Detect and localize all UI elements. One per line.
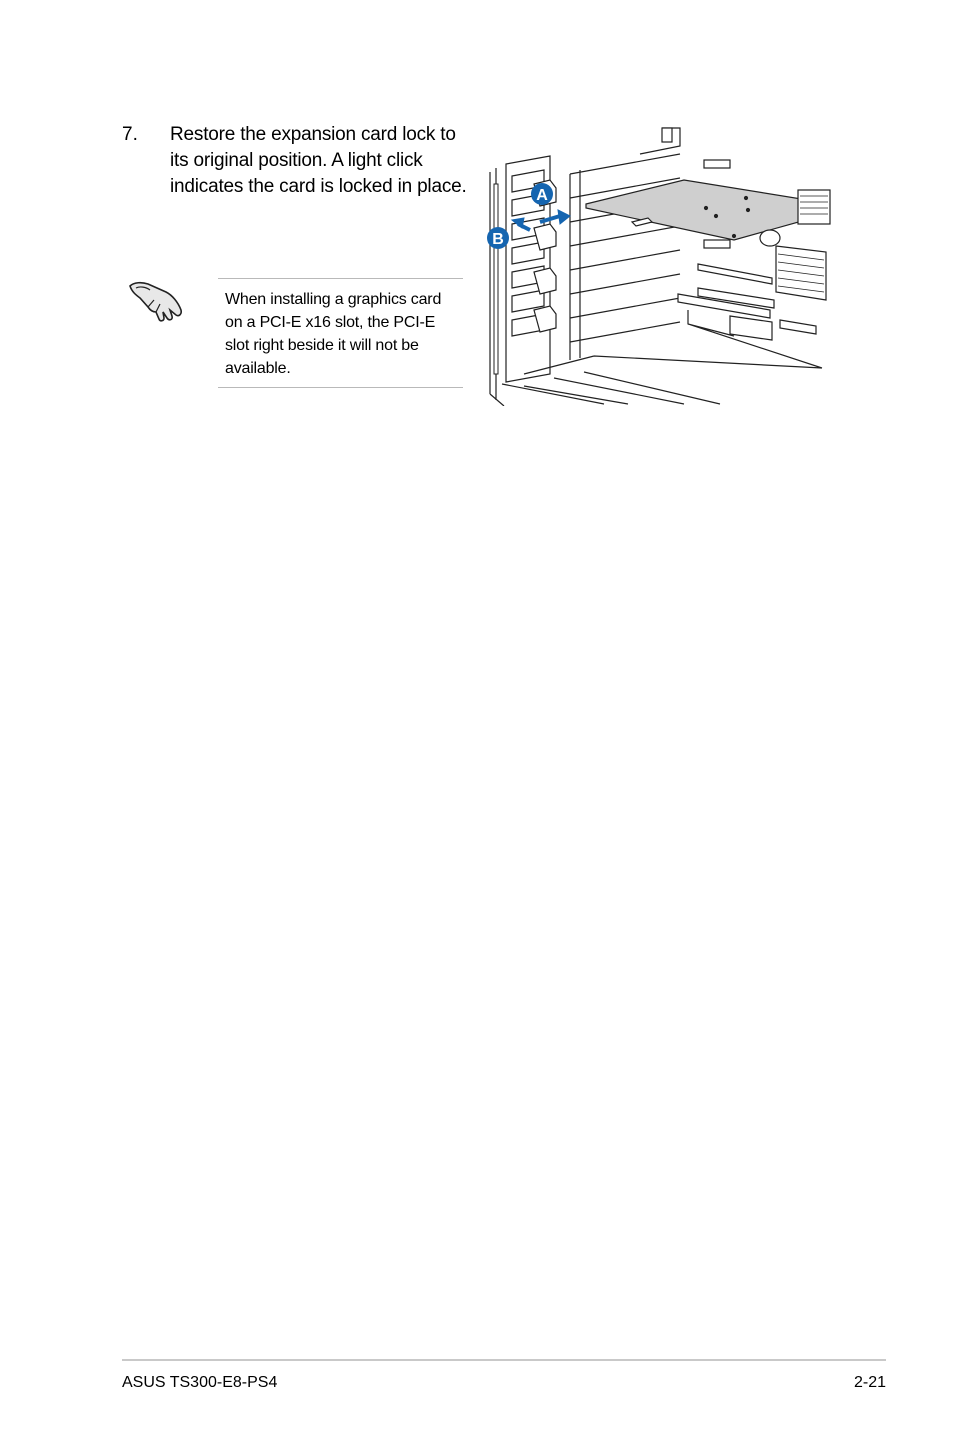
label-b: B [492,231,504,248]
step-text: Restore the expansion card lock to its original position. A light click indicates the card is locked in place. [170,124,467,197]
note-rule-top [218,278,463,279]
label-a: A [536,187,548,204]
footer-rule [122,1359,886,1361]
note-text: When installing a graphics card on a PCI-E x16 slot, the PCI-E slot right beside it will not be available. [225,291,442,377]
footer-page-number: 2-21 [853,1374,886,1391]
hand-note-icon [126,274,186,326]
note-rule-bottom [218,387,463,388]
step-number: 7. [122,124,138,145]
footer-product: ASUS TS300-E8-PS4 [122,1374,278,1391]
expansion-card-illustration [484,124,836,406]
